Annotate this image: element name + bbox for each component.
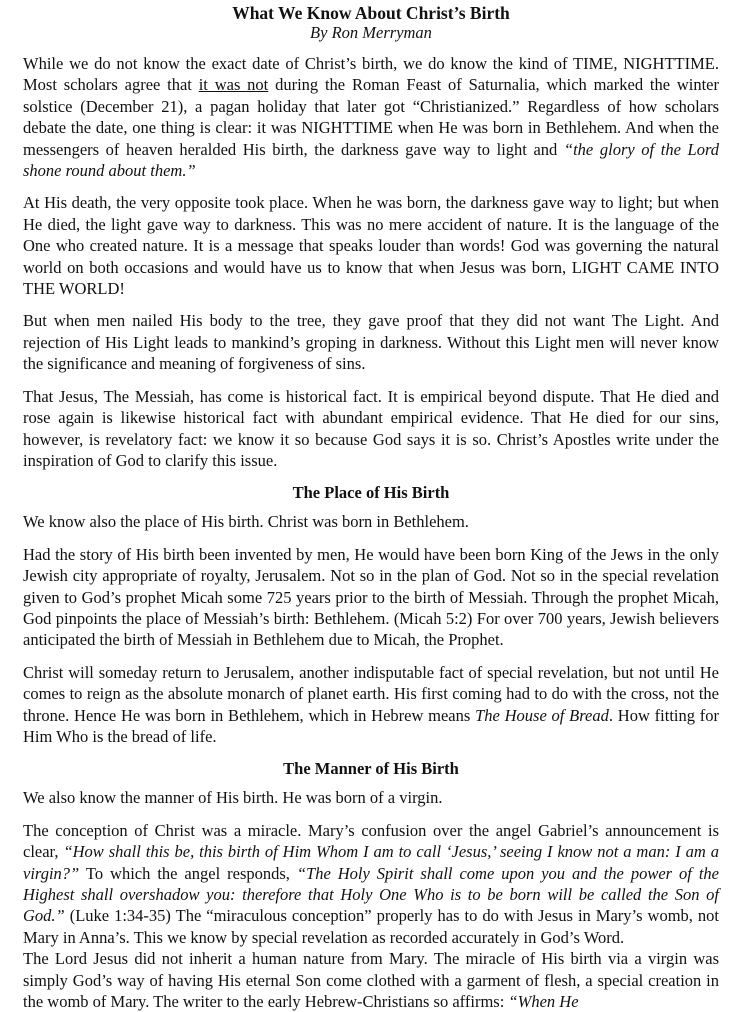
document-page: [23, 0, 720, 1012]
paragraph-text: Christ will someday return to Jerusalem, another indisputable fact of special revelation, but not until He comes to reign as the absolute monarch of planet earth. His first coming had to do with the cross, not the throne. Hence He was born in Bethlehem, which in Hebrew means: [23, 662, 719, 725]
scripture-quote: “The Holy Spirit shall come upon you and the power of the Highest shall overshadow you: therefore that Holy One Who is to be born will be called the Son of God.”: [23, 863, 719, 926]
paragraph: [23, 948, 719, 1012]
paragraph-text: The conception of Christ was a miracle. Mary’s confusion over the angel Gabriel’s announcement is clear,: [23, 820, 719, 862]
section-heading: The Manner of His Birth: [283, 759, 459, 779]
document-byline: By Ron Merryman: [310, 23, 432, 42]
scripture-quote: “the glory of the Lord shone round about them.”: [23, 139, 720, 181]
paragraph: But when men nailed His body to the tree, they gave proof that they did not want The Light. And rejection of His Light leads to mankind’s groping in darkness. Without this Light men will never know the significance and meaning of forgiveness of sins.: [23, 311, 719, 374]
paragraph: [23, 820, 719, 948]
paragraph: At His death, the very opposite took place. When he was born, the darkness gave way to light; but when He died, the light gave way to darkness. This was no mere accident of nature. It is the language of the One who created nature. It is a message that speaks louder than words! God was governing the natural world on both occasions and would have us to know that when Jesus was born, LIGHT CAME INTO THE WORLD!: [23, 193, 719, 299]
paragraph-text: . How fitting for Him Who is the bread of life.: [23, 705, 720, 746]
paragraph: We also know the manner of His birth. He was born of a virgin.: [23, 788, 443, 808]
paragraph-text: (Luke 1:34-35) The “miraculous conception” properly has to do with Jesus in Mary’s womb, not Mary in Anna’s. This we know by special revelation as recorded accurately in God’s Word.: [23, 906, 719, 947]
underlined-text: it was not: [198, 75, 269, 95]
paragraph-text: To which the angel responds,: [79, 863, 297, 883]
paragraph-text: While we do not know the exact date of Christ’s birth, we do know the kind of TIME, NIGHTTIME. Most scholars agree that: [23, 54, 719, 95]
paragraph-text: The Lord Jesus did not inherit a human nature from Mary. The miracle of His birth via a virgin was simply God’s way of having His eternal Son come clothed with a garment of flesh, a special creation in the womb of Mary. The writer to the early Hebrew-Christians so affirms:: [23, 949, 719, 1012]
section-heading: The Place of His Birth: [292, 483, 450, 503]
paragraph: [23, 662, 719, 748]
paragraph: [23, 53, 719, 181]
italic-phrase: The House of Bread: [475, 705, 609, 725]
paragraph: We know also the place of His birth. Christ was born in Bethlehem.: [23, 512, 469, 532]
paragraph-text: during the Roman Feast of Saturnalia, which marked the winter solstice (December 21), a pagan holiday that later got “Christianized.” Regardless of how scholars debate the date, one thing is clear: it was NIGHTTIME when He was born in Bethlehem. And when the messengers of heaven heralded His birth, the darkness gave way to light and: [23, 75, 720, 159]
paragraph: Had the story of His birth been invented by men, He would have been born King of the Jews in the only Jewish city appropriate of royalty, Jerusalem. Not so in the plan of God. Not so in the special revelation given to God’s prophet Micah some 725 years prior to the birth of Messiah. Through the prophet Micah, God pinpoints the place of Messiah’s birth: Bethlehem. (Micah 5:2) For over 700 years, Jewish believers anticipated the birth of Messiah in Bethlehem due to Micah, the Prophet.: [23, 544, 719, 650]
paragraph: That Jesus, The Messiah, has come is historical fact. It is empirical beyond dispute. That He died and rose again is likewise historical fact with abundant empirical evidence. That He died for our sins, however, is revelatory fact: we know it so because God says it is so. Christ’s Apostles write under the inspiration of God to clarify this issue.: [23, 386, 719, 470]
document-title: What We Know About Christ’s Birth: [232, 3, 510, 23]
scripture-quote: “When He: [508, 992, 579, 1012]
scripture-quote: “How shall this be, this birth of Him Whom I am to call ‘Jesus,’ seeing I know not a man: I am a virgin?”: [23, 842, 720, 883]
